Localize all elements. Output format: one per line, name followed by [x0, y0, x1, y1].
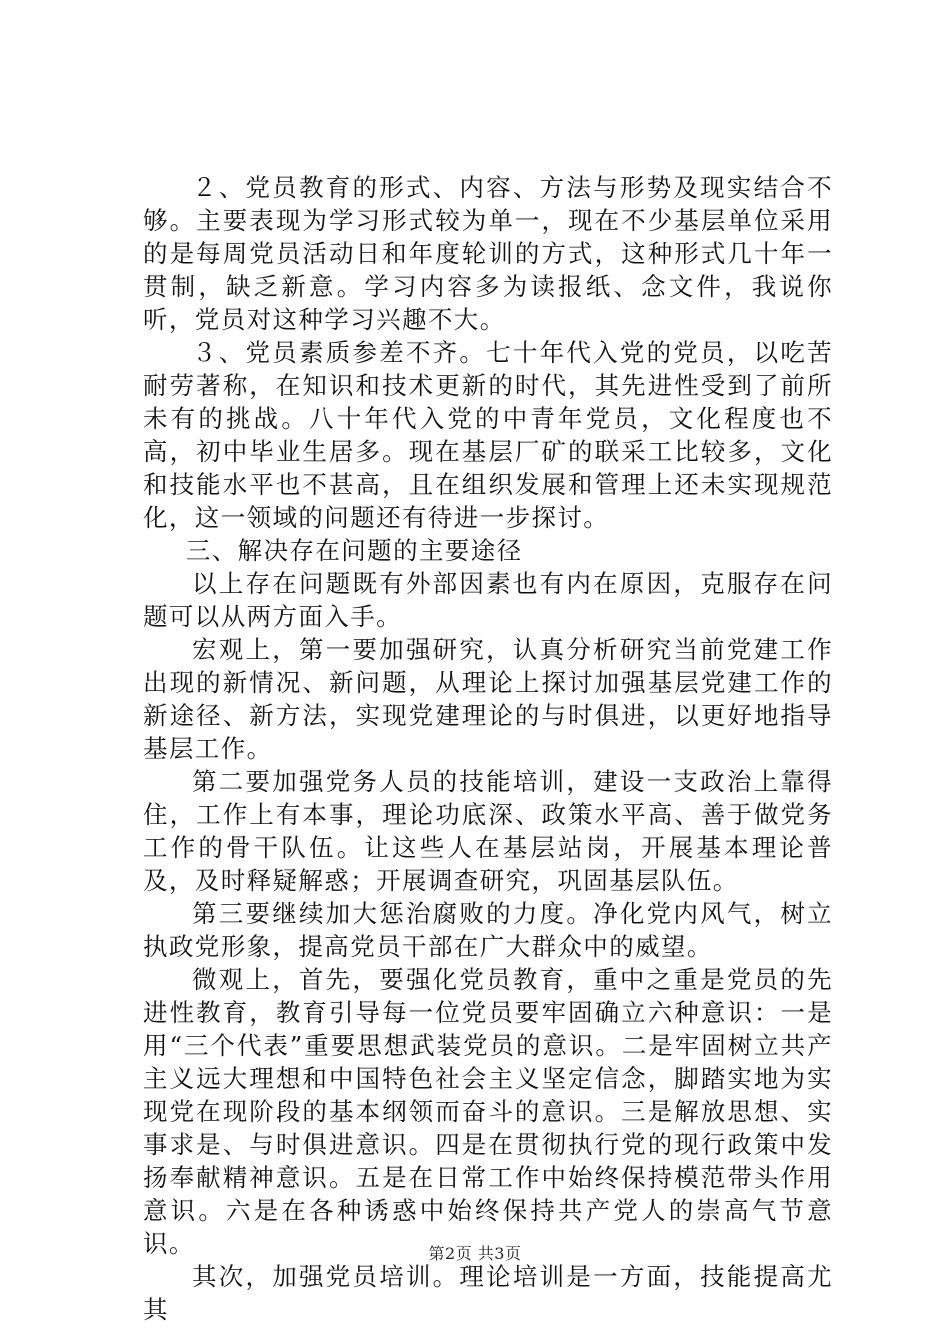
paragraph-micro-first: 微观上，首先，要强化党员教育，重中之重是党员的先进性教育，教育引导每一位党员要牢固确立六种意识：一是用“三个代表”重要思想武装党员的意识。二是牢固树立共产主义远大理想和中国特色社会主义坚定信念，脚踏实地为实现党在现阶段的基本纲领而奋斗的意识。三是解放思想、实事求是、与时俱进意识。四是在贯彻执行党的现行政策中发扬奉献精神意识。五是在日常工作中始终保持模范带头作用意识。六是在各种诱惑中始终保持共产党人的崇高气节意识。 — [143, 965, 833, 1258]
paragraph-point-2: ２、党员教育的形式、内容、方法与形势及现实结合不够。主要表现为学习形式较为单一，现在不少基层单位采用的是每周党员活动日和年度轮训的方式，这种形式几十年一贯制，缺乏新意。学习内容多为读报纸、念文件，我说你听，党员对这种学习兴趣不大。 — [143, 173, 833, 334]
paragraph-macro-third: 第三要继续加大惩治腐败的力度。净化党内风气，树立执政党形象，提高党员干部在广大群众中的威望。 — [143, 899, 833, 961]
paragraph-micro-second: 其次，加强党员培训。理论培训是一方面，技能提高尤其 — [143, 1262, 833, 1324]
document-body — [143, 171, 833, 1326]
page-footer: 第2页 共3页 — [428, 1244, 522, 1263]
paragraph-macro-second: 第二要加强党务人员的技能培训，建设一支政治上靠得住，工作上有本事，理论功底深、政策水平高、善于做党务工作的骨干队伍。让这些人在基层站岗，开展基本理论普及，及时释疑解惑；开展调查研究，巩固基层队伍。 — [143, 767, 833, 895]
paragraph-macro-first: 宏观上，第一要加强研究，认真分析研究当前党建工作出现的新情况、新问题，从理论上探讨加强基层党建工作的新途径、新方法，实现党建理论的与时俱进，以更好地指导基层工作。 — [143, 635, 833, 763]
paragraph-intro: 以上存在问题既有外部因素也有内在原因，克服存在问题可以从两方面入手。 — [143, 569, 833, 631]
section-heading-3: 三、解决存在问题的主要途径 — [185, 536, 523, 565]
paragraph-point-3: ３、党员素质参差不齐。七十年代入党的党员，以吃苦耐劳著称，在知识和技术更新的时代，其先进性受到了前所未有的挑战。八十年代入党的中青年党员，文化程度也不高，初中毕业生居多。现在基层厂矿的联采工比较多，文化和技能水平也不甚高，且在组织发展和管理上还未实现规范化，这一领域的问题还有待进一步探讨。 — [143, 338, 833, 532]
